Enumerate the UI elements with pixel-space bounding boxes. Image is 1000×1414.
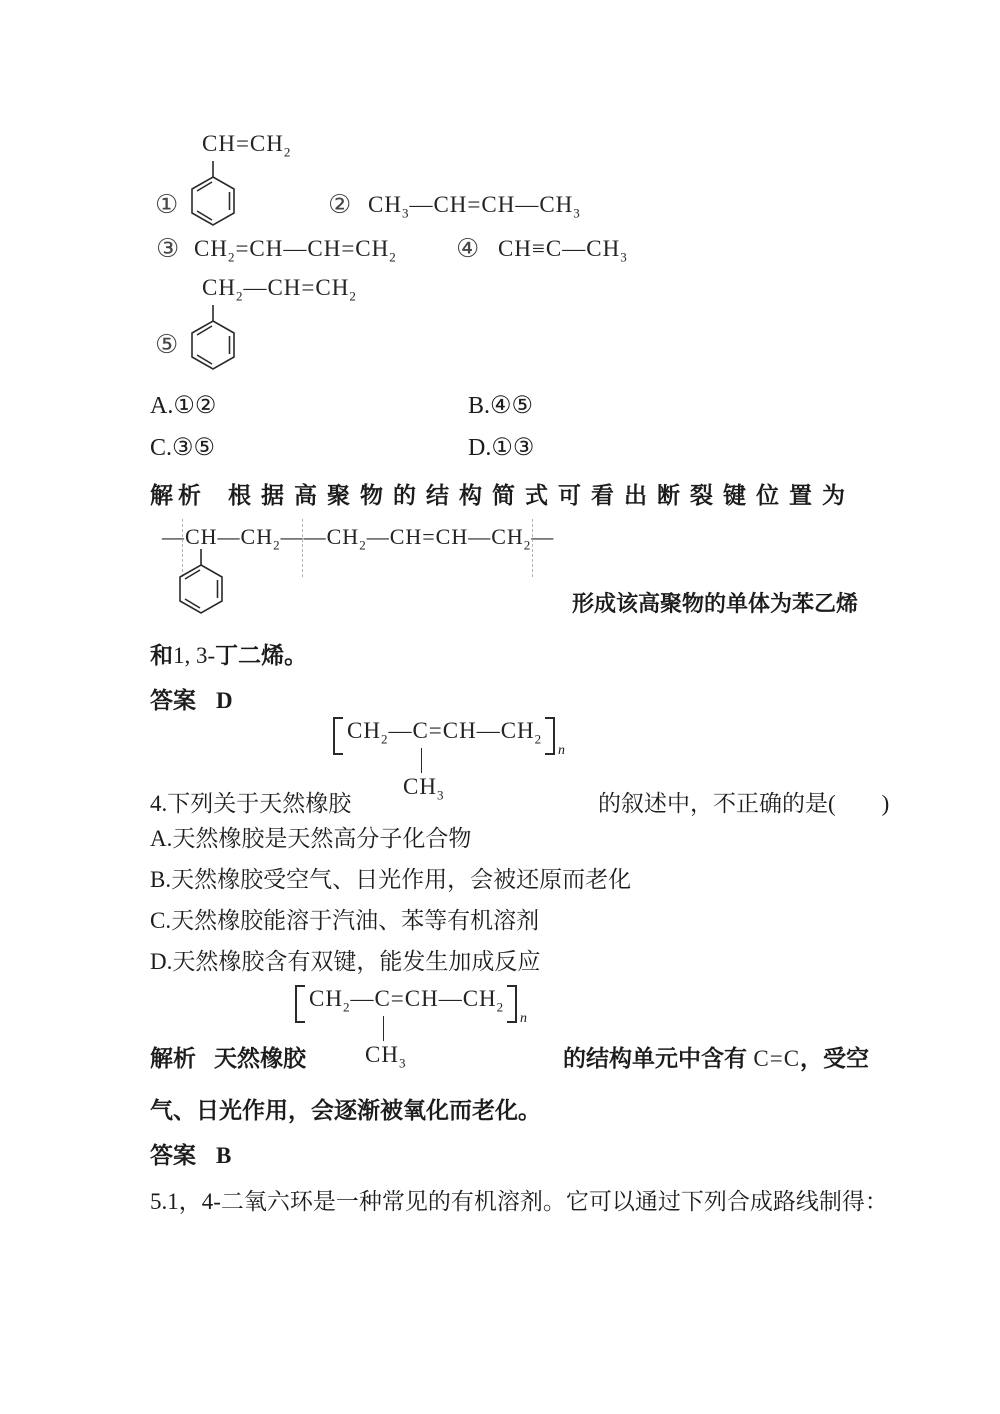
analysis-label: 解析	[150, 1045, 196, 1071]
monomer-note-continued	[150, 637, 307, 670]
monomer-note-part2: 1, 3-	[173, 643, 216, 668]
main-chain-formula: $CH_2—C=CH—CH_2$	[347, 718, 543, 747]
q3-option-b: B.④⑤	[468, 393, 534, 419]
repeat-subscript-n: n	[520, 1011, 527, 1026]
branch-bond	[421, 748, 422, 773]
analysis-label: 解析	[150, 482, 206, 508]
structure-1-number: ①	[155, 190, 179, 220]
repeat-subscript-n: n	[558, 743, 565, 758]
structure-3-number: ③	[156, 234, 180, 264]
q3-option-d: D.①③	[468, 435, 535, 461]
left-bracket	[333, 717, 343, 755]
q4-option-d: D.天然橡胶含有双键，能发生加成反应	[150, 949, 541, 974]
structure-2-formula: $CH_3—CH=CH—CH_3$	[368, 192, 581, 221]
q4-option-c: C.天然橡胶能溶于汽油、苯等有机溶剂	[150, 908, 540, 933]
answer-label: 答案	[150, 687, 196, 713]
cleavage-line	[532, 519, 533, 577]
methyl-group: $CH_3$	[403, 774, 445, 803]
structure-2-number: ②	[328, 190, 352, 220]
q5-stem: 5.1，4-二氧六环是一种常见的有机溶剂。它可以通过下列合成路线制得：	[150, 1189, 888, 1214]
q4-analysis-right	[563, 1040, 869, 1073]
q4-stem-left: 4.下列关于天然橡胶	[150, 791, 352, 816]
benzene-ring	[186, 305, 240, 379]
q4-analysis-line2: 气、日光作用，会逐渐被氧化而老化。	[150, 1097, 541, 1123]
left-bracket	[295, 985, 305, 1023]
methyl-group: $CH_3$	[365, 1042, 407, 1071]
branch-bond	[383, 1016, 384, 1041]
answer-value: B	[216, 1143, 232, 1168]
answer-value: D	[216, 688, 233, 713]
polymer-cleavage-diagram	[150, 519, 620, 629]
monomer-note-part1: 和	[150, 642, 173, 668]
q4-answer-line	[150, 1137, 231, 1170]
structure-4-number: ④	[456, 234, 480, 264]
structure-1-formula: $CH=CH_2$	[202, 131, 292, 160]
q4-analysis-post: ，受空	[800, 1045, 870, 1071]
q4-option-b: B.天然橡胶受空气、日光作用，会被还原而老化	[150, 867, 632, 892]
main-chain-formula: $CH_2—C=CH—CH_2$	[309, 986, 505, 1015]
carbon-double-bond: C=C	[753, 1046, 801, 1071]
benzene-ring	[174, 549, 228, 623]
q4-stem-right: 的叙述中，不正确的是( )	[598, 791, 890, 816]
q4-analysis-left	[150, 1040, 306, 1073]
structure-3-formula: $CH_2=CH—CH=CH_2$	[194, 236, 397, 265]
polyisoprene-structure	[295, 981, 555, 1073]
q3-option-c: C.③⑤	[150, 435, 216, 461]
structure-4-formula: $CH\equiv C—CH_3$	[498, 236, 628, 265]
q4-analysis-subject: 天然橡胶	[214, 1045, 306, 1071]
polymer-chain-formula: $—CH—CH_2——CH_2—CH=CH—CH_2—$	[162, 524, 555, 553]
right-bracket	[507, 985, 517, 1023]
structure-5-formula: $CH_2—CH=CH_2$	[202, 275, 357, 304]
q3-analysis-line	[150, 477, 855, 510]
cleavage-line	[302, 519, 303, 577]
answer-label: 答案	[150, 1142, 196, 1168]
monomer-note: 形成该高聚物的单体为苯乙烯	[572, 591, 859, 616]
q4-analysis-mid: 的结构单元中含有	[563, 1045, 754, 1071]
q4-option-a: A.天然橡胶是天然高分子化合物	[150, 826, 472, 851]
polyisoprene-structure	[333, 713, 593, 805]
benzene-ring	[186, 161, 240, 235]
right-bracket	[545, 717, 555, 755]
analysis-text: 根据高聚物的结构简式可看出断裂键位置为	[228, 482, 855, 508]
q3-answer-line	[150, 682, 233, 715]
q3-option-a: A.①②	[150, 393, 217, 419]
monomer-note-part3: 丁二烯。	[215, 642, 308, 668]
structure-5-number: ⑤	[155, 330, 179, 360]
